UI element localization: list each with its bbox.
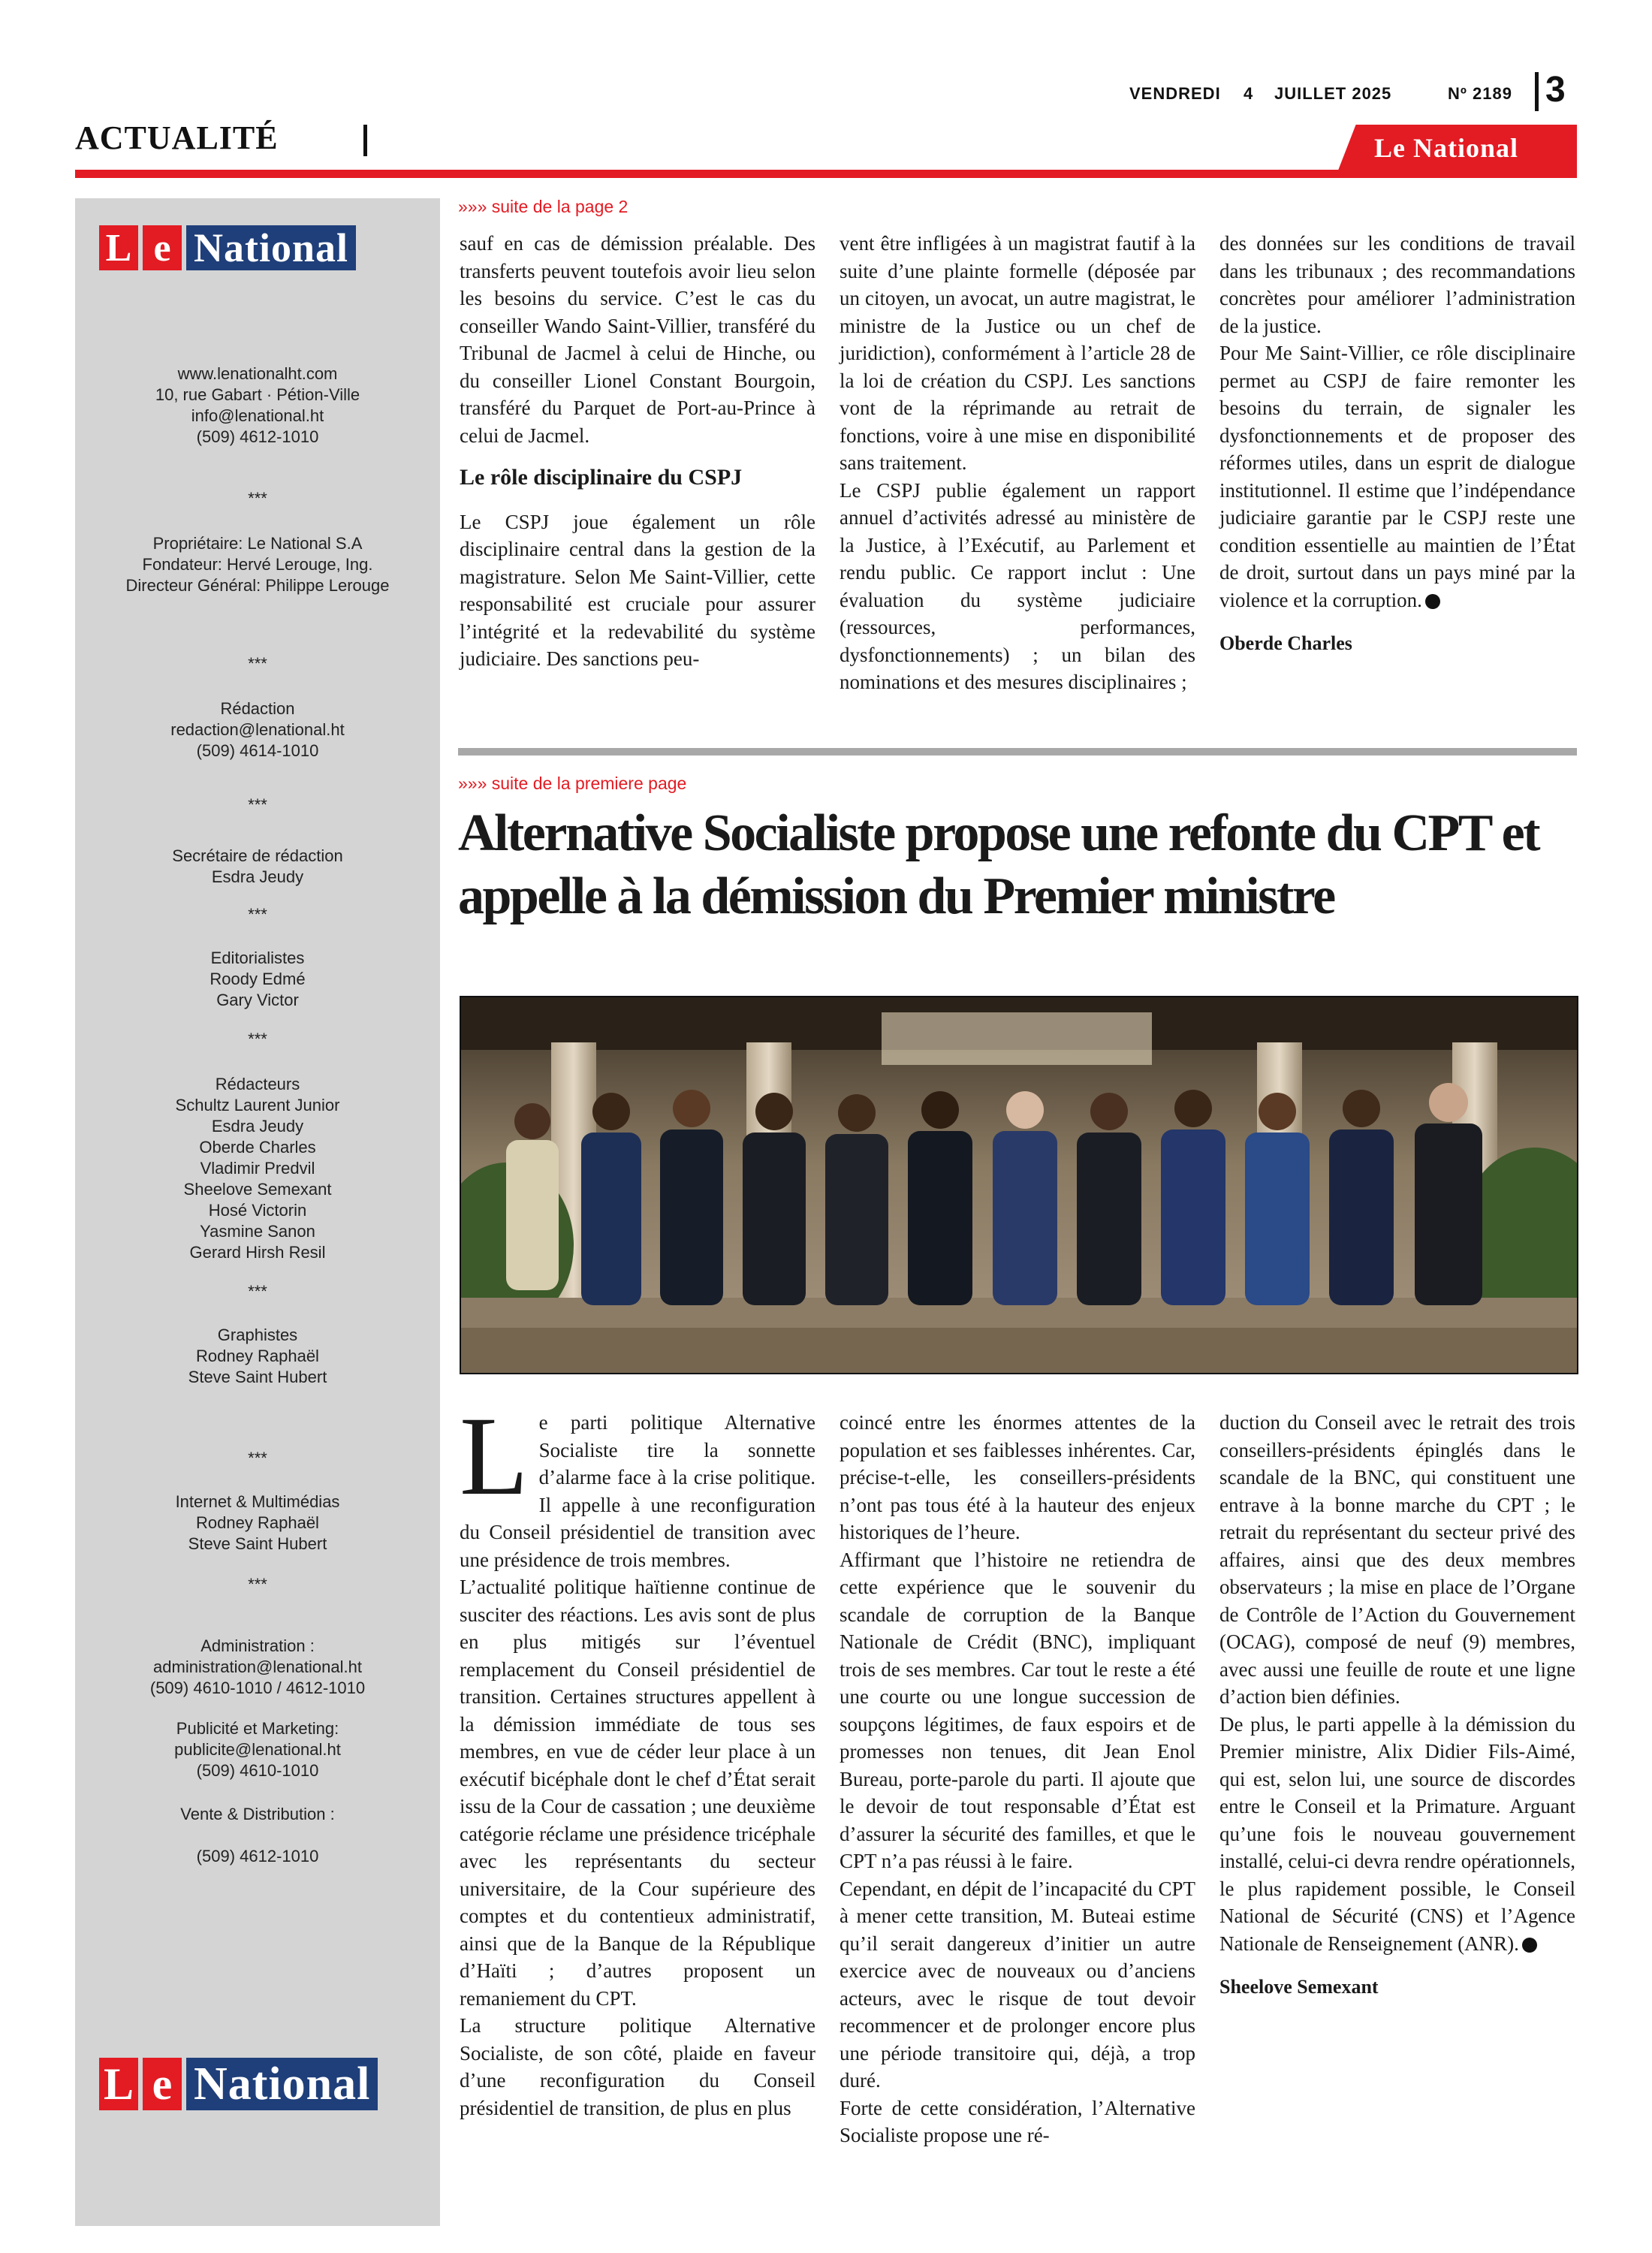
article2-column-1: [460, 1394, 815, 2122]
redacteurs-block: Rédacteurs Schultz Laurent Junior Esdra Jeudy Oberde Charles Vladimir Predvil Sheelove Semexant Hosé Victorin Yasmine Sanon Gerard Hirsh Resil: [175, 1075, 340, 1262]
section-divider: [363, 125, 367, 156]
group-photo: [460, 996, 1578, 1374]
vente-label: Vente & Distribution :: [180, 1805, 335, 1823]
article1-column-1: [460, 230, 815, 673]
secretaire-block: Secrétaire de rédaction Esdra Jeudy: [172, 846, 343, 886]
article2-paragraph: e parti politique Alternative Socialiste tire la sonnette d’alarme face à la crise politique. Il appelle à une reconfiguration du Conseil présidentiel de transition avec une présidence de trois membres.: [460, 1411, 815, 1571]
article1-column-3: [1219, 230, 1575, 658]
article2-author: Sheelove Semexant: [1219, 1976, 1379, 1998]
article2-paragraph: L’actualité politique haïtienne continue de susciter des réactions. Les avis sont de plus en plus mitigés sur l’éventuel remplacement du Conseil présidentiel de transition. Certaines structures appellent à la démission immédiate de tous ses membres, en vue de céder leur place à un exécutif bicéphale dont le chef d’État serait issu de la Cour de cassation ; une deuxième catégorie réclame une présidence tricéphale avec les représentants du secteur universitaire, de la Cour supérieure des comptes et du contentieux administratif, ainsi que de la Banque de la République d’Haïti ; d’autres proposent un remaniement du CPT.: [460, 1576, 815, 2010]
article2-paragraph: Cependant, en dépit de l’incapacité du CPT à mener cette transition, M. Buteai estime qu’il serait dangereux d’initier un autre exercice avec de nouveaux ou d’anciens acteurs, avec le risque de tout devoir recommencer et de prolonger encore plus une période transitoire qui, déjà, a trop duré.: [840, 1877, 1195, 2092]
administration-phone: (509) 4610-1010 / 4612-1010: [149, 1678, 366, 1697]
separator: ***: [248, 795, 267, 814]
logo-national: National: [186, 2058, 378, 2110]
phone: (509) 4612-1010: [196, 427, 319, 446]
article1-paragraph: vent être infligées à un magistrat fautif à la suite d’une plainte formelle (déposée par un citoyen, un avocat, un autre magistrat, le ministre de la Justice ou un chef de juridiction), conformément à l’article 28 de la loi de création du CSPJ. Les sanctions vont de la réprimande au retrait de fonctions, voire à une mise en disponibilité sans traitement.: [840, 232, 1195, 474]
separator: ***: [248, 1575, 267, 1594]
page-number-divider: [1535, 72, 1539, 111]
vente-phone: (509) 4612-1010: [196, 1847, 319, 1865]
article1-paragraph: sauf en cas de démission préalable. Des transferts peuvent toutefois avoir lieu selon les besoins du service. C’est le cas du conseiller Wando Saint-Villier, transféré du Tribunal de Jacmel à celui de Hinche, ou du conseiller Lionel Constant Bourgoin, transféré du Parquet de Port-au-Prince à celui de Jacmel.: [460, 232, 815, 447]
editorialistes-block: Editorialistes Roody Edmé Gary Victor: [210, 949, 306, 1009]
separator: ***: [248, 905, 267, 924]
logo-letter-l: L: [99, 225, 138, 270]
article2-paragraph: duction du Conseil avec le retrait des trois conseillers-présidents épinglés dans le scandale de la BNC, qui constituent une entrave à la bonne marche du CPT ; le retrait du représentant du secteur privé des affaires, ainsi que des deux membres observateurs ; la mise en place de l’Organe de Contrôle de l’Action du Gouvernement (OCAG), composé de neuf (9) membres, avec aussi une feuille de route et une ligne d’action bien définies.: [1219, 1411, 1575, 1708]
date-month-year: JUILLET 2025: [1274, 84, 1392, 103]
article2-paragraph: De plus, le parti appelle à la démission du Premier ministre, Alix Didier Fils-Aimé, qui est, selon lui, une source de discordes entre le Conseil et la Primature. Arguant qu’une fois le nouveau gouvernement installé, celui-ci devra rendre opérationnels, le plus rapidement possible, le Conseil National de Sécurité (CNS) et l’Agence Nationale de Renseignement (ANR).: [1219, 1712, 1575, 1955]
article1-author: Oberde Charles: [1219, 632, 1352, 654]
publicite-email: publicite@lenational.ht: [174, 1740, 341, 1759]
logo-bottom: [99, 2058, 378, 2110]
article2-column-2: [840, 1409, 1195, 2149]
header-rule: [75, 170, 1577, 178]
end-mark-icon: [1522, 1938, 1537, 1953]
page-number: 3: [1545, 70, 1566, 110]
brand-tab-text: Le National: [1374, 133, 1519, 163]
article-separator: [458, 748, 1577, 756]
separator: ***: [248, 1449, 267, 1467]
redaction-phone: (509) 4614-1010: [196, 741, 319, 760]
logo-letter-l: L: [99, 2058, 138, 2110]
logo-top: [99, 225, 356, 270]
website: www.lenationalht.com: [177, 364, 338, 383]
ownership-block: [75, 533, 440, 596]
article2-paragraph: La structure politique Alternative Socialiste, de son côté, plaide en faveur d’une reconfiguration du Conseil présidentiel de transition, de plus en plus: [460, 2014, 815, 2119]
article1-paragraph: Le CSPJ publie également un rapport annuel d’activités adressé au ministère de la Justice, à l’Exécutif, au Parlement et rendu public. Ce rapport inclut : Une évaluation du système judiciaire (ressources, performances, dysfonctionnements) ; un bilan des nominations et des mesures disciplinaires ;: [840, 478, 1195, 693]
section-title: ACTUALITÉ: [75, 119, 279, 156]
article2-column-3: [1219, 1409, 1575, 2001]
owner: Propriétaire: Le National S.A: [152, 534, 363, 553]
administration-block: Administration : administration@lenational.ht (509) 4610-1010 / 4612-1010: [75, 1636, 440, 1699]
masthead-sidebar: [75, 198, 440, 2226]
redaction-block: Rédaction redaction@lenational.ht (509) 4614-1010: [75, 698, 440, 762]
administration-email: administration@lenational.ht: [153, 1657, 362, 1676]
internet-block: Internet & Multimédias Rodney Raphaël Steve Saint Hubert: [175, 1492, 340, 1553]
separator: ***: [248, 654, 267, 673]
article1-paragraph: Pour Me Saint-Villier, ce rôle disciplinaire permet au CSPJ de faire remonter les besoins du terrain, de signaler les dysfonctionnements et de proposer des réformes utiles, dans un esprit de dialogue institutionnel. Il estime que l’indépendance judiciaire garantie par le CSPJ reste une condition essentielle au maintien de l’État de droit, surtout dans un pays miné par la violence et la corruption.: [1219, 342, 1575, 611]
graphistes-block: Graphistes Rodney Raphaël Steve Saint Hubert: [188, 1326, 327, 1386]
director: Directeur Général: Philippe Lerouge: [125, 576, 390, 595]
founder: Fondateur: Hervé Lerouge, Ing.: [142, 555, 373, 574]
separator: ***: [248, 489, 267, 508]
continued-from-label: »»» suite de la page 2: [458, 197, 629, 216]
separator: ***: [248, 1030, 267, 1048]
logo-letter-e: e: [143, 2058, 182, 2110]
publicite-phone: (509) 4610-1010: [196, 1761, 319, 1780]
separator: ***: [248, 1282, 267, 1301]
publicite-block: Publicité et Marketing: publicite@lenational.ht (509) 4610-1010: [75, 1718, 440, 1781]
date-day: VENDREDI: [1129, 84, 1221, 103]
article1-column-2: [840, 230, 1195, 696]
article2-headline: Alternative Socialiste propose une refonte du CPT et appelle à la démission du Premier ministre: [458, 804, 1539, 925]
article2-paragraph: coincé entre les énormes attentes de la population et ses faiblesses inhérentes. Car, précise-t-elle, les conseillers-présidents n’ont pas tous été à la hauteur des enjeux historiques de l’heure.: [840, 1411, 1195, 1543]
article1-paragraph: Le CSPJ joue également un rôle disciplinaire central dans la gestion de la magistrature. Selon Me Saint-Villier, cette responsabilité est cruciale pour assurer l’intégrité et la redevabilité du système judiciaire. Des sanctions peu-: [460, 510, 815, 670]
article2-paragraph: Forte de cette considération, l’Alternative Socialiste propose une ré-: [840, 2096, 1195, 2146]
continued-from-label: »»» suite de la premiere page: [458, 774, 687, 793]
logo-national: National: [186, 225, 356, 270]
info-email: info@lenational.ht: [191, 406, 324, 425]
end-mark-icon: [1425, 594, 1440, 609]
issue-number: Nº 2189: [1448, 84, 1512, 103]
article1-subhead: Le rôle disciplinaire du CSPJ: [460, 465, 743, 490]
contact-block: [75, 363, 440, 448]
date-number: 4: [1244, 84, 1254, 103]
address: 10, rue Gabart · Pétion-Ville: [155, 385, 360, 404]
drop-cap: L: [460, 1394, 529, 1519]
article2-paragraph: Affirmant que l’histoire ne retiendra de cette expérience que le souvenir du scandale de corruption de la Banque Nationale de Crédit (BNC), impliquant trois de ses membres. Car tout le reste a été une courte ou une longue succession de soupçons légitimes, de faux espoirs et de promesses non tenues, dit Jean Enol Bureau, porte-parole du parti. Il ajoute que le devoir de tout responsable d’État est d’assurer la sécurité des familles, et que le CPT n’a pas réussi à le faire.: [840, 1548, 1195, 1872]
article1-paragraph: des données sur les conditions de travail dans les tribunaux ; des recommandations concrètes pour améliorer l’administration de la justice.: [1219, 232, 1575, 337]
logo-letter-e: e: [143, 225, 182, 270]
redaction-email: redaction@lenational.ht: [170, 720, 345, 739]
